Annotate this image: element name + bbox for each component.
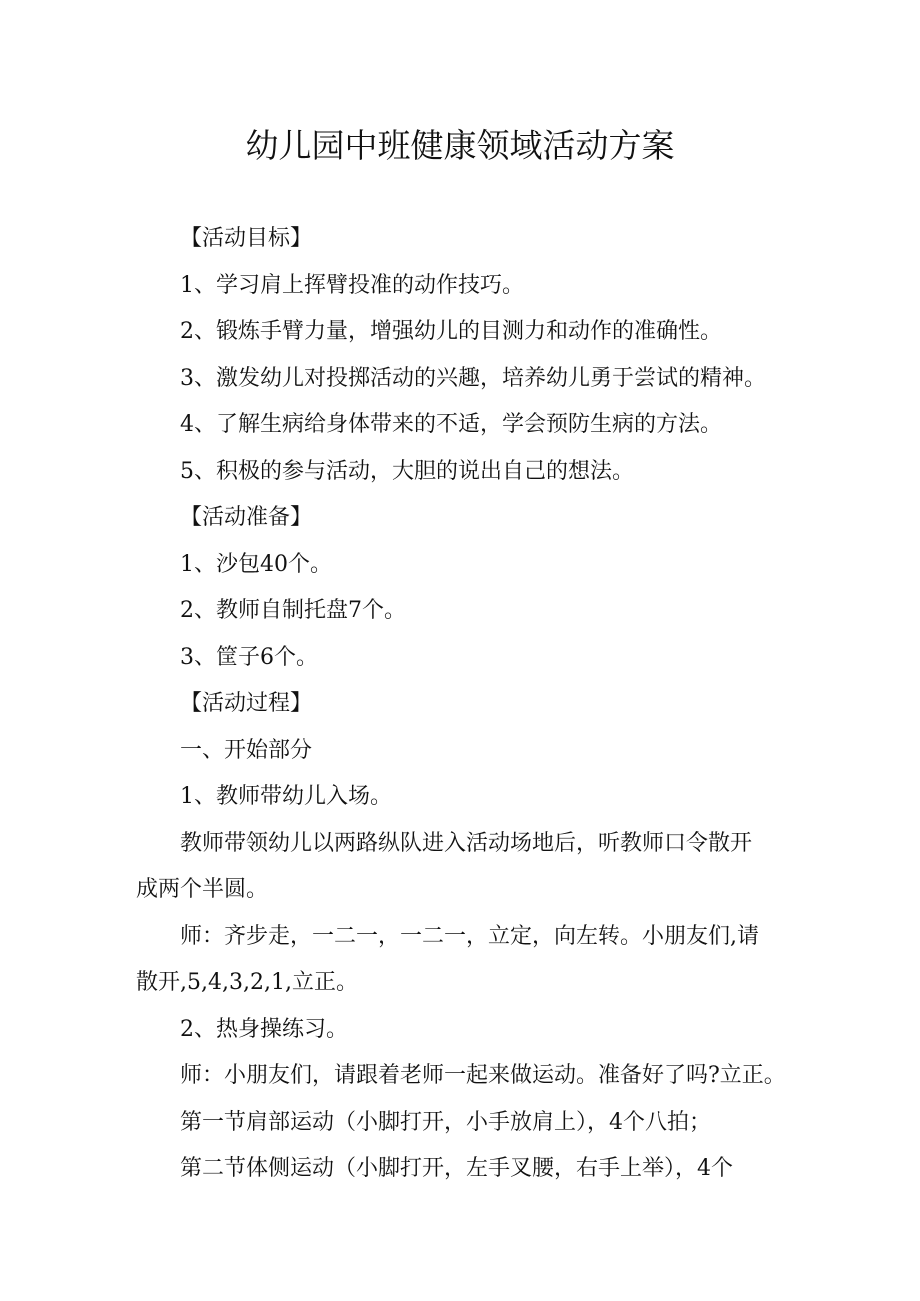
goal-item: 1、学习肩上挥臂投准的动作技巧。	[180, 272, 524, 298]
goal-item: 4、了解生病给身体带来的不适，学会预防生病的方法。	[180, 412, 722, 437]
goal-item: 2、锻炼手臂力量，增强幼儿的目测力和动作的准确性。	[180, 319, 722, 344]
para1-line1: 教师带领幼儿以两路纵队进入活动场地后，听教师口令散开	[180, 830, 753, 856]
prep-item: 1、沙包40个。	[180, 551, 332, 577]
goals-heading: 【活动目标】	[180, 226, 313, 251]
part1-heading: 一、开始部分	[180, 737, 313, 763]
exercise-1: 第一节肩部运动（小脚打开，小手放肩上），4个八拍；	[180, 1109, 711, 1135]
para1-line2: 成两个半圆。	[136, 877, 269, 902]
document-title: 幼儿园中班健康领域活动方案	[245, 126, 675, 165]
document-body	[136, 216, 786, 1193]
para2-line1: 师：齐步走，一二一，一二一，立定，向左转。小朋友们,请	[180, 923, 759, 949]
exercise-2: 第二节体侧运动（小脚打开，左手叉腰，右手上举），4个	[180, 1156, 733, 1181]
prep-item: 2、教师自制托盘7个。	[180, 598, 406, 623]
step1: 1、教师带幼儿入场。	[180, 784, 392, 809]
para2-line2: 散开,5,4,3,2,1,立正。	[136, 970, 358, 995]
goal-item: 3、激发幼儿对投掷活动的兴趣，培养幼儿勇于尝试的精神。	[180, 365, 766, 391]
step2: 2、热身操练习。	[180, 1016, 348, 1042]
goal-item: 5、积极的参与活动，大胆的说出自己的想法。	[180, 458, 634, 484]
prep-item: 3、筐子6个。	[180, 644, 318, 670]
para3: 师：小朋友们，请跟着老师一起来做运动。准备好了吗?立正。	[180, 1063, 786, 1088]
process-heading: 【活动过程】	[180, 691, 313, 716]
prep-heading: 【活动准备】	[180, 505, 313, 530]
